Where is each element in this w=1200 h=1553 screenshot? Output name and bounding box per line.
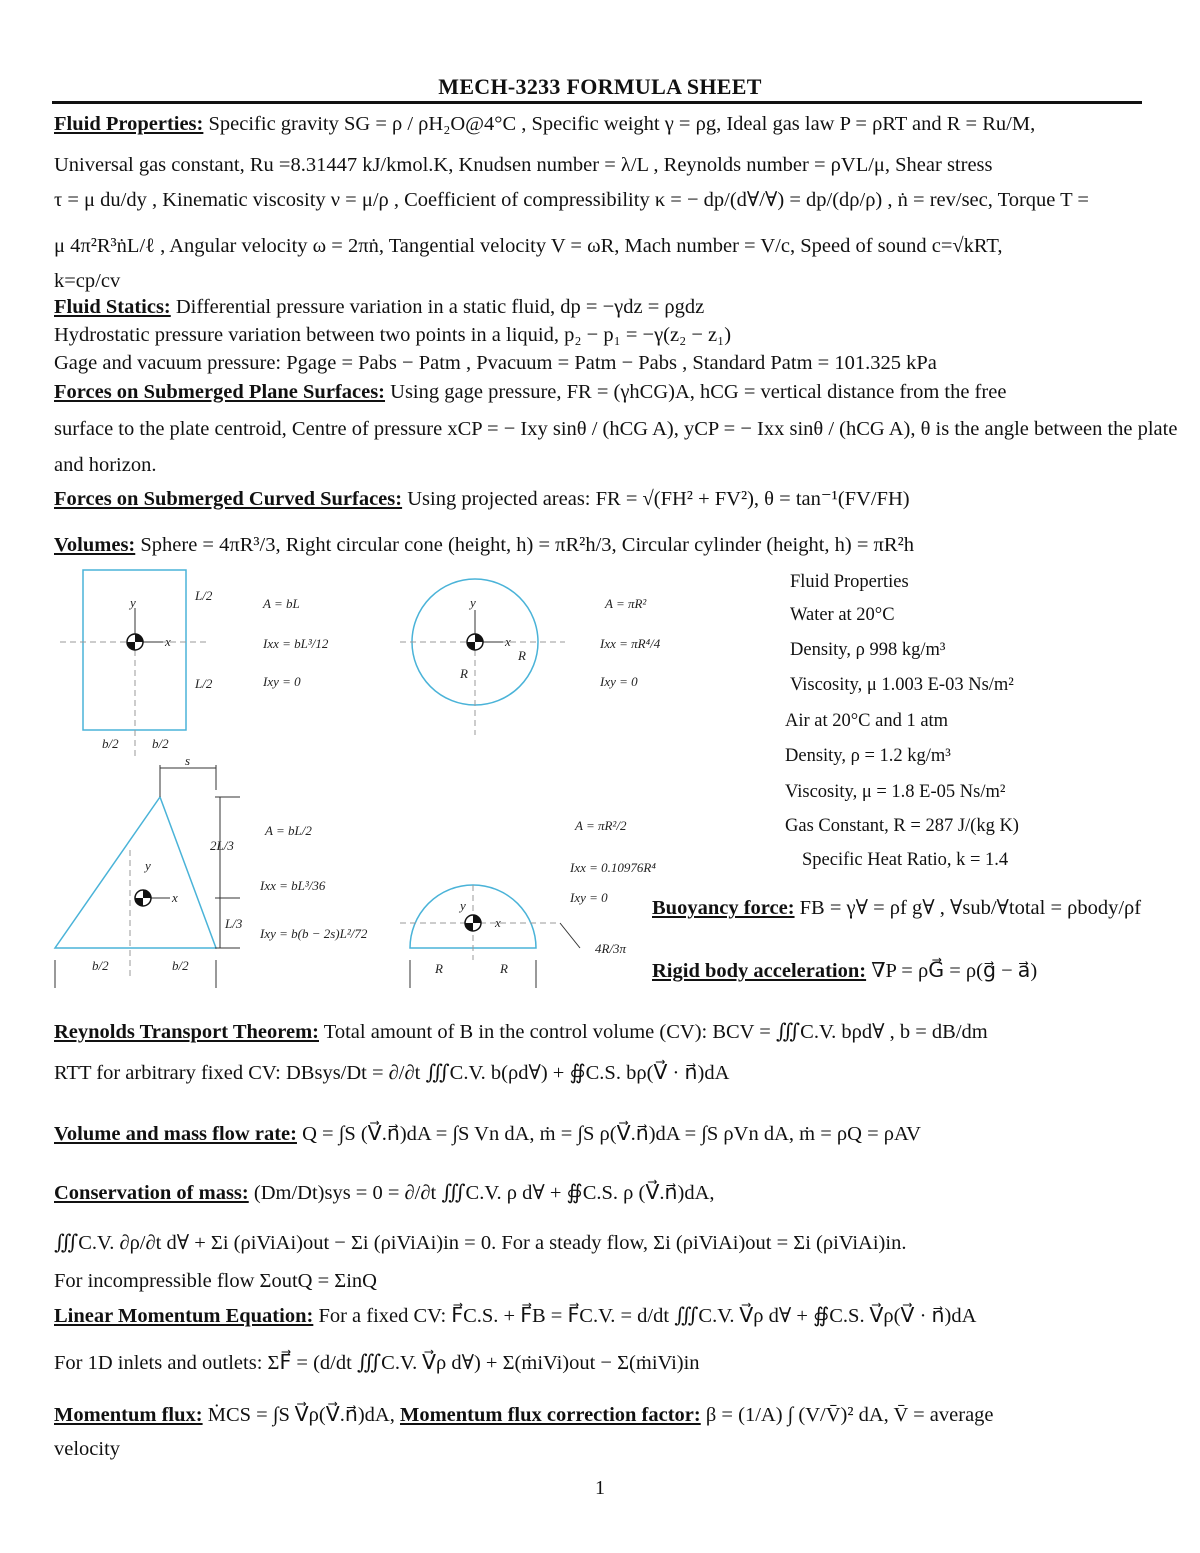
flow-rate-text: Q = ∫S (V⃗.n⃗)dA = ∫S Vn dA, ṁ = ∫S ρ(V⃗.n⃗)dA = ∫S ρVn dA, ṁ = ρQ = ρAV <box>302 1123 921 1145</box>
semi-4r3pi: 4R/3π <box>595 941 627 956</box>
rtt-line-1 <box>54 1019 1144 1045</box>
fluid-properties-heading: Fluid Properties: <box>54 113 204 135</box>
flux-formula-1: ṀCS = ∫S V⃗ρ(V⃗.n⃗)dA, <box>207 1404 395 1426</box>
props-air-viscosity: Viscosity, μ = 1.8 E-05 Ns/m² <box>785 782 1006 802</box>
page-number: 1 <box>595 1477 605 1499</box>
tri-area: A = bL/2 <box>265 823 312 838</box>
svg-text:x: x <box>172 890 178 905</box>
circle-ixy: Ixy = 0 <box>600 674 638 689</box>
momentum-heading: Linear Momentum Equation: <box>54 1305 314 1327</box>
props-air-heading: Air at 20°C and 1 atm <box>785 711 949 731</box>
plane-surfaces-line-3: and horizon. <box>54 454 157 476</box>
centroid-figures <box>40 560 680 1000</box>
rigid-body-line <box>652 958 1142 984</box>
flux-line-2: velocity <box>54 1438 121 1460</box>
plane-surfaces-line-1 <box>54 379 1144 405</box>
fluid-statics-line-2: Hydrostatic pressure variation between two points in a liquid, p₂ − p₁ = −γ(z₂ − z₁) <box>54 324 732 346</box>
mass-line-1 <box>54 1180 1144 1206</box>
tri-b2-left: b/2 <box>92 958 109 973</box>
rect-b2-left: b/2 <box>102 736 119 751</box>
fluid-statics-line-3: Gage and vacuum pressure: Pgage = Pabs − Patm , Pvacuum = Patm − Pabs , Standard Patm = 101.325 kPa <box>54 352 937 374</box>
buoyancy-line <box>652 895 1142 921</box>
flow-rate-heading: Volume and mass flow rate: <box>54 1123 297 1145</box>
flow-rate-line <box>54 1121 1144 1147</box>
rect-ixy: Ixy = 0 <box>263 674 301 689</box>
props-water-viscosity: Viscosity, μ 1.003 E-03 Ns/m² <box>790 675 1014 695</box>
svg-text:x: x <box>165 634 171 649</box>
momentum-line-1 <box>54 1303 1144 1329</box>
mass-line-2: ∭C.V. ∂ρ/∂t d∀ + Σi (ρiViAi)out − Σi (ρiViAi)in = 0. For a steady flow, Σi (ρiViAi)out = Σi (ρiViAi)in. <box>54 1232 907 1254</box>
props-water-density: Density, ρ 998 kg/m³ <box>790 640 946 660</box>
props-title: Fluid Properties <box>790 572 909 592</box>
fluid-statics-text-1: Differential pressure variation in a static fluid, dp = −γdz = ρgdz <box>175 296 705 318</box>
svg-text:y: y <box>460 898 466 913</box>
fluid-properties-line-4: μ 4π²R³ṅL/ℓ , Angular velocity ω = 2πṅ, Tangential velocity V = ωR, Mach number = V/c, Speed of sound c=√kRT, <box>54 235 1003 257</box>
volumes-heading: Volumes: <box>54 534 136 556</box>
plane-surfaces-text-1: Using gage pressure, FR = (γhCG)A, hCG = vertical distance from the free <box>390 381 1007 403</box>
fluid-properties-line-5: k=cp/cv <box>54 270 121 292</box>
tri-s: s <box>185 753 191 768</box>
mass-text-1: (Dm/Dt)sys = 0 = ∂/∂t ∭C.V. ρ d∀ + ∯C.S. ρ (V⃗.n⃗)dA, <box>253 1182 715 1204</box>
svg-text:y: y <box>130 595 136 610</box>
circle-ixx: Ixx = πR⁴/4 <box>600 636 661 651</box>
fluid-properties-text-1: Specific gravity SG = ρ / ρH₂O@4°C , Specific weight γ = ρg, Ideal gas law P = ρRT and R = Ru/M, <box>208 113 1036 135</box>
mass-line-3: For incompressible flow ΣoutQ = ΣinQ <box>54 1270 377 1292</box>
flux-heading-1: Momentum flux: <box>54 1404 203 1426</box>
title-rule <box>52 101 1142 104</box>
rtt-line-2: RTT for arbitrary fixed CV: DBsys/Dt = ∂/∂t ∭C.V. b(ρd∀) + ∯C.S. bρ(V⃗ · n⃗)dA <box>54 1062 730 1084</box>
svg-text:y: y <box>145 858 151 873</box>
circle-area: A = πR² <box>605 596 647 611</box>
fluid-statics-line-1 <box>54 294 1144 320</box>
rtt-text-1: Total amount of B in the control volume (CV): BCV = ∭C.V. bρd∀ , b = dB/dm <box>323 1021 988 1043</box>
mass-heading: Conservation of mass: <box>54 1182 249 1204</box>
triangle-shape <box>55 797 216 948</box>
tri-l3: L/3 <box>225 916 243 931</box>
plane-surfaces-line-2: surface to the plate centroid, Centre of pressure xCP = − Ixy sinθ / (hCG A), yCP = − Ixx sinθ / (hCG A), θ is the angle between the plate <box>54 418 1178 440</box>
rect-ixx: Ixx = bL³/12 <box>263 636 329 651</box>
props-gas-constant: Gas Constant, R = 287 J/(kg K) <box>785 816 1019 836</box>
plane-surfaces-heading: Forces on Submerged Plane Surfaces: <box>54 381 386 403</box>
rtt-heading: Reynolds Transport Theorem: <box>54 1021 319 1043</box>
props-air-density: Density, ρ = 1.2 kg/m³ <box>785 746 951 766</box>
momentum-line-2: For 1D inlets and outlets: ΣF⃗ = (d/dt ∭C.V. V⃗ρ d∀) + Σ(ṁiVi)out − Σ(ṁiVi)in <box>54 1352 700 1374</box>
semi-ixx: Ixx = 0.10976R⁴ <box>570 860 656 875</box>
rect-area: A = bL <box>263 596 300 611</box>
semi-area: A = πR²/2 <box>575 818 627 833</box>
buoyancy-formula: FB = γ∀ = ρf g∀ , ∀sub/∀total = ρbody/ρf <box>799 897 1142 919</box>
volumes-text: Sphere = 4πR³/3, Right circular cone (height, h) = πR²h/3, Circular cylinder (height, h) = πR²h <box>140 534 914 556</box>
rect-l2-bottom: L/2 <box>195 676 213 691</box>
rect-l2-top: L/2 <box>195 588 213 603</box>
semi-r-left: R <box>435 961 443 976</box>
svg-text:y: y <box>470 595 476 610</box>
volumes-line <box>54 532 1144 558</box>
curved-surfaces-text: Using projected areas: FR = √(FH² + FV²), θ = tan⁻¹(FV/FH) <box>407 488 910 510</box>
flux-line-1 <box>54 1402 1144 1428</box>
svg-text:x: x <box>505 634 511 649</box>
fluid-properties-line-3: τ = μ du/dy , Kinematic viscosity ν = μ/ρ , Coefficient of compressibility κ = − dp/(d∀/∀) = dp/(dρ/ρ) , ṅ = rev/sec, Torque T = <box>54 189 1089 211</box>
props-water-heading: Water at 20°C <box>790 605 895 625</box>
curved-surfaces-heading: Forces on Submerged Curved Surfaces: <box>54 488 403 510</box>
fluid-statics-heading: Fluid Statics: <box>54 296 171 318</box>
flux-heading-2: Momentum flux correction factor: <box>399 1404 701 1426</box>
rigid-body-heading: Rigid body acceleration: <box>652 960 867 982</box>
props-specific-heat: Specific Heat Ratio, k = 1.4 <box>802 850 1009 870</box>
circle-r-right: R <box>518 648 526 663</box>
semi-r-right: R <box>500 961 508 976</box>
circle-r-below: R <box>460 666 468 681</box>
momentum-text-1: For a fixed CV: F⃗C.S. + F⃗B = F⃗C.V. = d/dt ∭C.V. V⃗ρ d∀ + ∯C.S. V⃗ρ(V⃗ · n⃗)dA <box>318 1305 977 1327</box>
tri-2l3: 2L/3 <box>210 838 234 853</box>
fluid-properties-line-2: Universal gas constant, Ru =8.31447 kJ/kmol.K, Knudsen number = λ/L , Reynolds number = ρVL/μ, Shear stress <box>54 154 993 176</box>
svg-text:x: x <box>495 915 501 930</box>
buoyancy-heading: Buoyancy force: <box>652 897 795 919</box>
tri-ixx: Ixx = bL³/36 <box>260 878 326 893</box>
fluid-properties-line-1 <box>54 111 1144 137</box>
tri-b2-right: b/2 <box>172 958 189 973</box>
page-title: MECH-3233 FORMULA SHEET <box>438 74 762 99</box>
tri-ixy: Ixy = b(b − 2s)L²/72 <box>260 926 368 941</box>
rect-b2-right: b/2 <box>152 736 169 751</box>
rigid-body-formula: ∇P = ρG⃗ = ρ(g⃗ − a⃗) <box>871 960 1038 982</box>
semi-ixy: Ixy = 0 <box>570 890 608 905</box>
flux-formula-2: β = (1/A) ∫ (V/V̄)² dA, V̄ = average <box>705 1404 994 1426</box>
curved-surfaces-line <box>54 486 1144 512</box>
